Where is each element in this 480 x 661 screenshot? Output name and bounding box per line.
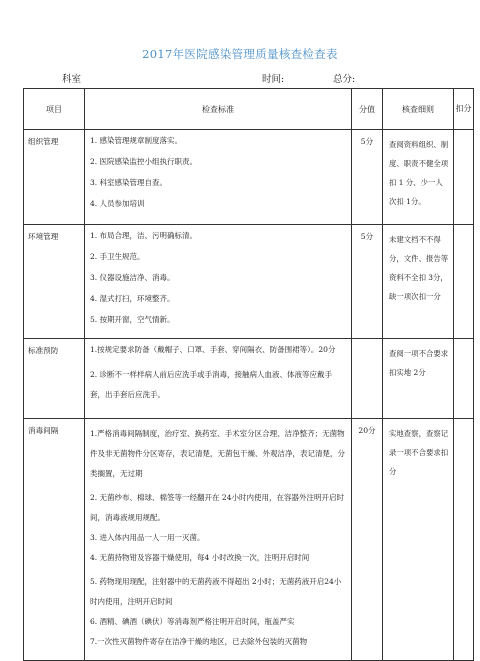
row-detail: 查阅资料组织、制度、职责不健全项扣 1 分、少一人次扣 1分。 [383, 130, 454, 225]
standard-item: 2. 医院感染监控小组执行职责。 [90, 157, 198, 166]
header-row [24, 89, 474, 130]
inspection-table [23, 88, 474, 661]
row-standards [85, 225, 352, 339]
standard-item: 4. 人员参加培训 [90, 199, 145, 208]
row-deduct [454, 130, 474, 225]
row-detail: 实地查察，查察记录一项不合要求扣分 [383, 419, 454, 661]
row-category: 组织管理 [24, 130, 85, 225]
standard-item: 6. 酒精、碘酒（碘伏）等消毒剂严格注明开启时间，瓶盖严实 [90, 617, 295, 626]
row-deduct [454, 339, 474, 419]
table-row [24, 419, 474, 661]
header-detail: 核查细则 [383, 89, 454, 130]
total-score-label: 总分: [333, 74, 356, 85]
standard-item: 3. 科室感染管理自查。 [90, 178, 168, 187]
time-label: 时间: [262, 74, 285, 85]
row-score [352, 339, 383, 419]
row-detail: 查阅一项不合要求扣实地 2分 [383, 339, 454, 419]
row-detail: 未建文档不不得分，文件、报告等资料不全扣 3分，缺一项次扣一分 [383, 225, 454, 339]
row-score: 5分 [352, 130, 383, 225]
standard-item: 4. 湿式打扫，环境整齐。 [90, 294, 175, 303]
row-standards [85, 130, 352, 225]
dept-label: 科室 [62, 74, 82, 85]
table-row [24, 339, 474, 419]
standard-item: 1. 布局合理，洁、污明确标清。 [90, 231, 198, 240]
standard-item: 1.严格消毒间隔制度，治疗室、换药室、手术室分区合理、洁净整齐；无菌物件及非无菌物件分区寄存，表记清楚，无菌包干燥、外观洁净，表记清楚，分类搁置，无过期 [90, 429, 345, 478]
standard-item: 5. 按期开窗，空气情新。 [90, 315, 175, 324]
row-standards [85, 339, 352, 419]
standard-item: 3. 进入体内用品一人一用一灭菌。 [90, 533, 205, 542]
header-deduct: 扣分 [454, 89, 474, 130]
row-category: 消毒间隔 [24, 419, 85, 661]
standard-item: 5. 药物现用现配，注射器中的无菌药液不得超出 2小时；无菌药液开启24小时内使用，注明开启时间 [90, 577, 342, 606]
row-category: 标准预防 [24, 339, 85, 419]
header-score: 分值 [352, 89, 383, 130]
document-title: 2017年医院感染管理质量核查检查表 [142, 47, 338, 61]
standard-item: 7.一次性灭菌物件寄存在洁净干燥的地区，已去除外包装的灭菌物 [90, 637, 308, 646]
standard-item: 2. 手卫生规范。 [90, 252, 145, 261]
row-category: 环境管理 [24, 225, 85, 339]
standard-item: 2. 无菌纱布、棉球、棉签等一经翻开在 24小时内使用，在容器外注明开启时间，消毒液规用规配。 [90, 493, 344, 522]
header-item: 项目 [24, 89, 85, 130]
standard-item: 2. 诊断不一样样病人前后应洗手或手消毒，接触病人血液、体液等应戴手套，出手套后应洗手。 [90, 370, 333, 399]
table-row [24, 225, 474, 339]
standard-item: 4. 无菌持物钳及容器干燥使用，每4 小时改换一次，注明开启时间 [90, 553, 310, 562]
row-deduct [454, 419, 474, 661]
row-score: 20分 [352, 419, 383, 661]
standard-item: 1. 感染管理规章制度落实。 [90, 136, 183, 145]
row-score: 5分 [352, 225, 383, 339]
standard-item: 3. 仪器设施洁净、消毒。 [90, 273, 175, 282]
header-standard: 检查标准 [85, 89, 352, 130]
row-standards [85, 419, 352, 661]
standard-item: 1.按规定要求防备（戴帽子、口罩、手套、穿间隔衣、防备围裙等）。20分 [90, 345, 336, 354]
table-row [24, 130, 474, 225]
row-deduct [454, 225, 474, 339]
